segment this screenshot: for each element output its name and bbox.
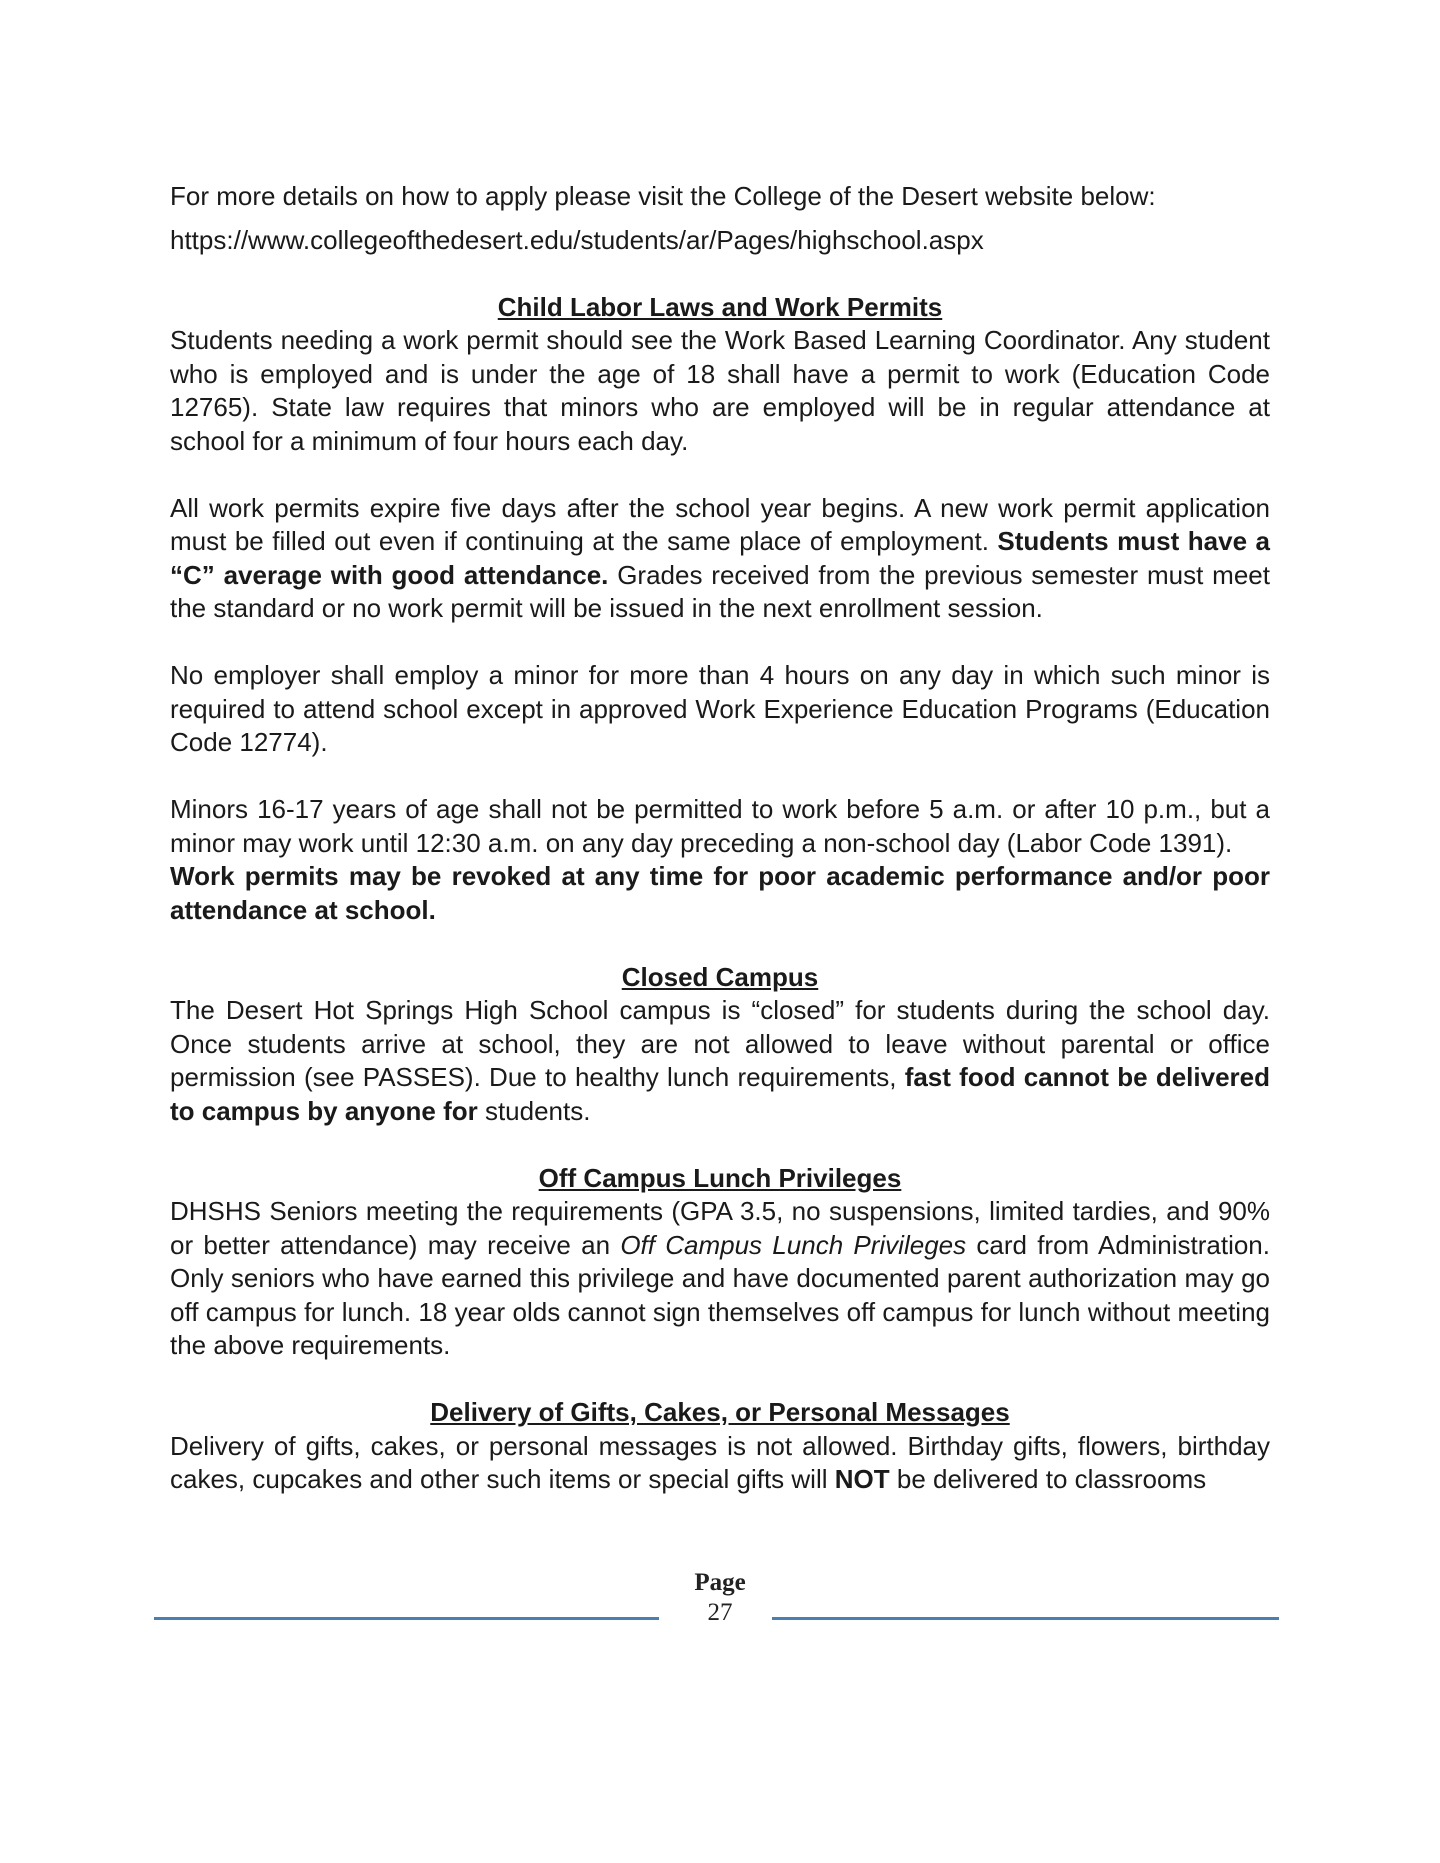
closed-campus-text-b: students. — [477, 1095, 591, 1126]
child-labor-paragraph-2 — [170, 492, 1270, 626]
spacer — [170, 1128, 1270, 1162]
closed-campus-paragraph — [170, 994, 1270, 1128]
child-labor-paragraph-4-bold — [170, 860, 1270, 927]
page-number: 27 — [707, 1599, 733, 1626]
child-labor-paragraph-4: Minors 16-17 years of age shall not be permitted to work before 5 a.m. or after 10 p.m., but a minor may work until 12:30 a.m. on any day preceding a non-school day (Labor Code 1391). — [170, 794, 1270, 858]
off-campus-text-a: DHSHS Seniors meeting the requirements (GPA 3.5, no suspensions, limited tardies, and 90% or better attendance) may receive an — [170, 1196, 1270, 1260]
spacer — [170, 257, 1270, 291]
p2-text-a: All work permits expire five days after the school year begins. A new work permit application must be filled out even if continuing at the same place of employment. — [170, 492, 1270, 556]
p2-text-b: Grades received from the previous semester must meet the standard or no work permit will be issued in the next enrollment session. — [170, 559, 1270, 623]
closed-campus-text-a: The Desert Hot Springs High School campus is “closed” for students during the school day. Once students arrive at school, they are not allowed to leave without parental or office permission (see PASSES). Due to healthy lunch requirements, — [170, 995, 1270, 1092]
page-label: Page — [694, 1569, 746, 1596]
delivery-heading: Delivery of Gifts, Cakes, or Personal Messages — [430, 1397, 1010, 1427]
off-campus-paragraph — [170, 1195, 1270, 1363]
delivery-text-b: be delivered to classrooms — [889, 1464, 1207, 1494]
spacer — [170, 760, 1270, 794]
p2-bold-text: Students must have a “C” average with good attendance. — [170, 526, 1270, 590]
spacer — [170, 1363, 1270, 1397]
spacer — [170, 626, 1270, 660]
delivery-text-a: Delivery of gifts, cakes, or personal messages is not allowed. Birthday gifts, flowers, birthday cakes, cupcakes and other such items or special gifts will — [170, 1430, 1270, 1494]
revoke-warning: Work permits may be revoked at any time for poor academic performance and/or poor attendance at school. — [170, 861, 1270, 925]
child-labor-paragraph-3: No employer shall employ a minor for more than 4 hours on any day in which such minor is required to attend school except in approved Work Experience Education Programs (Education Code 12774). — [170, 660, 1270, 757]
page-content — [170, 180, 1270, 1497]
off-campus-heading: Off Campus Lunch Privileges — [538, 1162, 902, 1193]
college-url-link[interactable]: https://www.collegeofthedesert.edu/students/ar/Pages/highschool.aspx — [170, 224, 984, 255]
off-campus-text-b: card from Administration. Only seniors who have earned this privilege and have documented parent authorization may go off campus for lunch. 18 year olds cannot sign themselves off campus for lunch without meeting the above requirements. — [170, 1229, 1270, 1360]
closed-campus-heading: Closed Campus — [621, 961, 819, 992]
child-labor-heading: Child Labor Laws and Work Permits — [497, 291, 943, 322]
child-labor-paragraph-1: Students needing a work permit should see the Work Based Learning Coordinator. Any student who is employed and is under the age of 18 shall have a permit to work (Education Code 12765). State law requires that minors who are employed will be in regular attendance at school for a minimum of four hours each day. — [170, 325, 1270, 456]
intro-text: For more details on how to apply please visit the College of the Desert website below: — [170, 181, 1156, 211]
spacer — [170, 458, 1270, 492]
spacer — [170, 927, 1270, 961]
closed-campus-bold: fast food cannot be delivered to campus by anyone for — [170, 1062, 1270, 1126]
page-footer — [0, 1568, 1440, 1638]
delivery-paragraph — [170, 1430, 1270, 1497]
off-campus-italic: Off Campus Lunch Privileges — [620, 1229, 967, 1260]
footer-rule-right — [772, 1617, 1279, 1620]
delivery-bold: NOT — [834, 1464, 890, 1494]
footer-rule-left — [154, 1617, 659, 1620]
